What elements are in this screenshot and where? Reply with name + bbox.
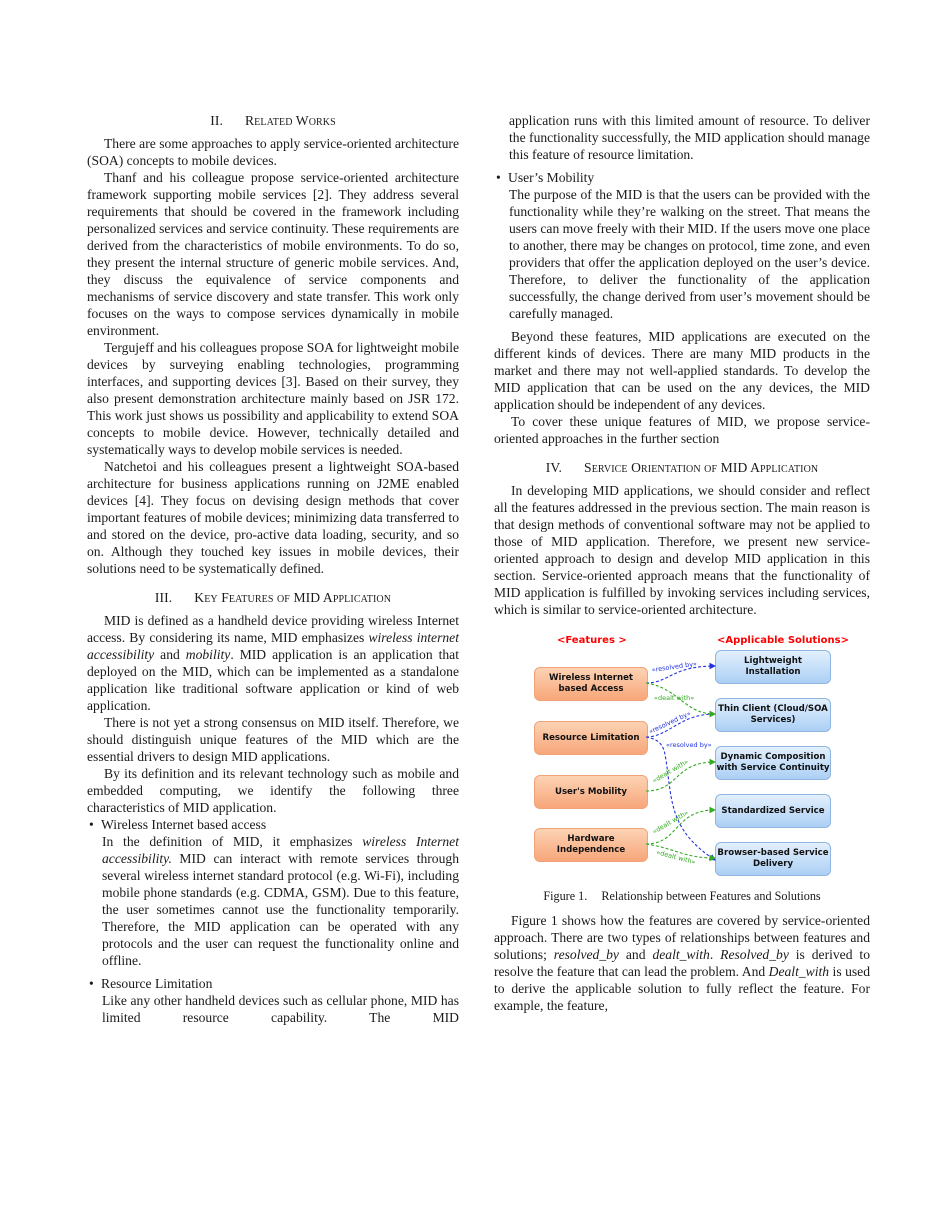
figure-explanation-paragraph: Figure 1 shows how the features are covered by service-oriented approach. There are two types of relationships between features and solutions; resolved_by and dealt_with. Resolved_by is derived to resolve the feature that can lead the problem. And Dealt_with is used to derive the applicable solution to fully reflect the feature. For example, the feature, <box>494 913 870 1013</box>
feature-box-resource-limitation: Resource Limitation <box>534 721 648 755</box>
bullet-user-mobility-body: The purpose of the MID is that the users can be provided with the functionality while they’re walking on the street. That means the users can move freely with their MID. If the users move one place to another, there may be changes on protocol, time zone, and even providers that offer the application deployed on the user’s device. Therefore, to deliver the functionality of the application successfully, the change derived from user’s movement should be carefully managed. <box>509 187 870 321</box>
solution-box-standardized-service: Standardized Service <box>715 794 831 828</box>
figure-1-diagram <box>494 630 870 903</box>
bullet-wireless-access-title: • Wireless Internet based access <box>89 817 267 832</box>
svg-text:«resolved by»: «resolved by» <box>647 709 693 736</box>
svg-text:«dealt with»: «dealt with» <box>651 757 690 785</box>
key-features-paragraph-2: There is not yet a strong consensus on MID itself. Therefore, we should distinguish unique features of the MID which are the essential drivers to design MID applications. <box>87 715 459 764</box>
solution-box-thin-client: Thin Client (Cloud/SOA Services) <box>715 698 831 732</box>
related-works-paragraph-2: Thanf and his colleague propose service-oriented architecture framework supporting mobile services [2]. They address several requirements that should be covered in the framework including personalized services and service continuity. These requirements are derived from the characteristics of mobile environments. To do so, they present the internal structure of generic mobile services. And, they discuss the equivalence of service components and mechanisms of service discovery and state transfer. This work only focuses on the ways to compose services dynamically in mobile environment. <box>87 170 459 338</box>
bullet-resource-limitation-body: Like any other handheld devices such as cellular phone, MID has limited resource capability. The MID <box>102 993 459 1025</box>
bullet-resource-limitation-continued: application runs with this limited amount of resource. To deliver the functionality successfully, the MID application should manage this feature of resource limitation. <box>509 113 870 162</box>
bullet-user-mobility-title: • User’s Mobility <box>496 170 595 185</box>
right-column <box>494 112 870 1014</box>
bullet-wireless-access-body: In the definition of MID, it emphasizes wireless Internet accessibility. MID can interact with remote services through several wireless internet standard protocol (e.g. Wi-Fi), including mobile phone standards (e.g. CDMA, GSM). Due to this feature, the user sometimes cannot use the functionality temporarily. Therefore, the MID application can be operated with any protocols and the user can request the functionality online and offline. <box>102 834 459 968</box>
relationship-edges <box>494 630 870 880</box>
solutions-column-title: <Applicable Solutions> <box>717 635 849 646</box>
feature-box-hardware-independence: Hardware Independence <box>534 828 648 862</box>
solution-box-lightweight-installation: Lightweight Installation <box>715 650 831 684</box>
section-3-heading: III. Key Features of MID Application <box>154 590 392 605</box>
bullet-resource-limitation-title: • Resource Limitation <box>89 976 213 991</box>
service-orientation-paragraph-1: In developing MID applications, we should consider and reflect all the features addressed in the previous section. The main reason is that design methods of conventional software may not be applied to those of MID application. Therefore, we present new service- oriented approach to design and develop MID application in this section. Service-oriented approach means that the functionality of MID application is fulfilled by invoking services including services, which is similar to service-oriented architecture. <box>494 483 870 617</box>
related-works-paragraph-1: There are some approaches to apply service-oriented architecture (SOA) concepts to mobile devices. <box>87 136 459 168</box>
left-column <box>87 112 459 1026</box>
key-features-paragraph-1: MID is defined as a handheld device providing wireless Internet access. By considering its name, MID emphasizes wireless internet accessibility and mobility. MID application is an application that deployed on the MID, which can be implemented as a standalone application like traditional software application or kind of web application. <box>87 613 459 713</box>
feature-box-user-mobility: User's Mobility <box>534 775 648 809</box>
key-features-paragraph-3: By its definition and its relevant technology such as mobile and embedded computing, we identify the following three characteristics of MID application. <box>87 766 459 815</box>
svg-text:«resolved by»: «resolved by» <box>651 659 698 674</box>
cover-features-paragraph: To cover these unique features of MID, we propose service-oriented approaches in the further section <box>494 414 870 446</box>
svg-text:«dealt with»: «dealt with» <box>651 808 690 836</box>
svg-text:«resolved by»: «resolved by» <box>666 741 712 749</box>
section-2-heading: II. Related Works <box>210 113 336 128</box>
features-column-title: <Features > <box>557 635 627 646</box>
svg-text:«dealt with»: «dealt with» <box>654 694 695 702</box>
solution-box-browser-based-delivery: Browser-based Service Delivery <box>715 842 831 876</box>
section-4-heading: IV. Service Orientation of MID Application <box>545 460 819 475</box>
figure-1-caption: Figure 1. Relationship between Features and Solutions <box>543 889 821 903</box>
related-works-paragraph-4: Natchetoi and his colleagues present a lightweight SOA-based architecture for business applications running on J2ME enabled devices [4]. They focus on devising design methods that cover important features of mobile devices; minimizing data transferred to and stored on the device, pro-active data loading, security, and so on. Although they touched key issues in mobile devices, their solutions need to be systematically defined. <box>87 459 459 576</box>
solution-box-dynamic-composition: Dynamic Composition with Service Continuity <box>715 746 831 780</box>
feature-box-wireless-access: Wireless Internet based Access <box>534 667 648 701</box>
related-works-paragraph-3: Tergujeff and his colleagues propose SOA for lightweight mobile devices by surveying enabling technologies, programming interfaces, and supporting devices [3]. Based on their survey, they also present demonstration architecture mainly based on JSR 172. This work just shows us possibility and applicability to extend SOA concepts to mobile device. However, technically detailed and systematically ways to develop mobile services is needed. <box>87 340 459 457</box>
beyond-features-paragraph: Beyond these features, MID applications are executed on the different kinds of devices. There are many MID products in the market and there may not well-applied standards. To develop the MID application that can be used on the any devices, the MID application should be independent of any devices. <box>494 329 870 412</box>
svg-text:«dealt with»: «dealt with» <box>655 848 697 867</box>
